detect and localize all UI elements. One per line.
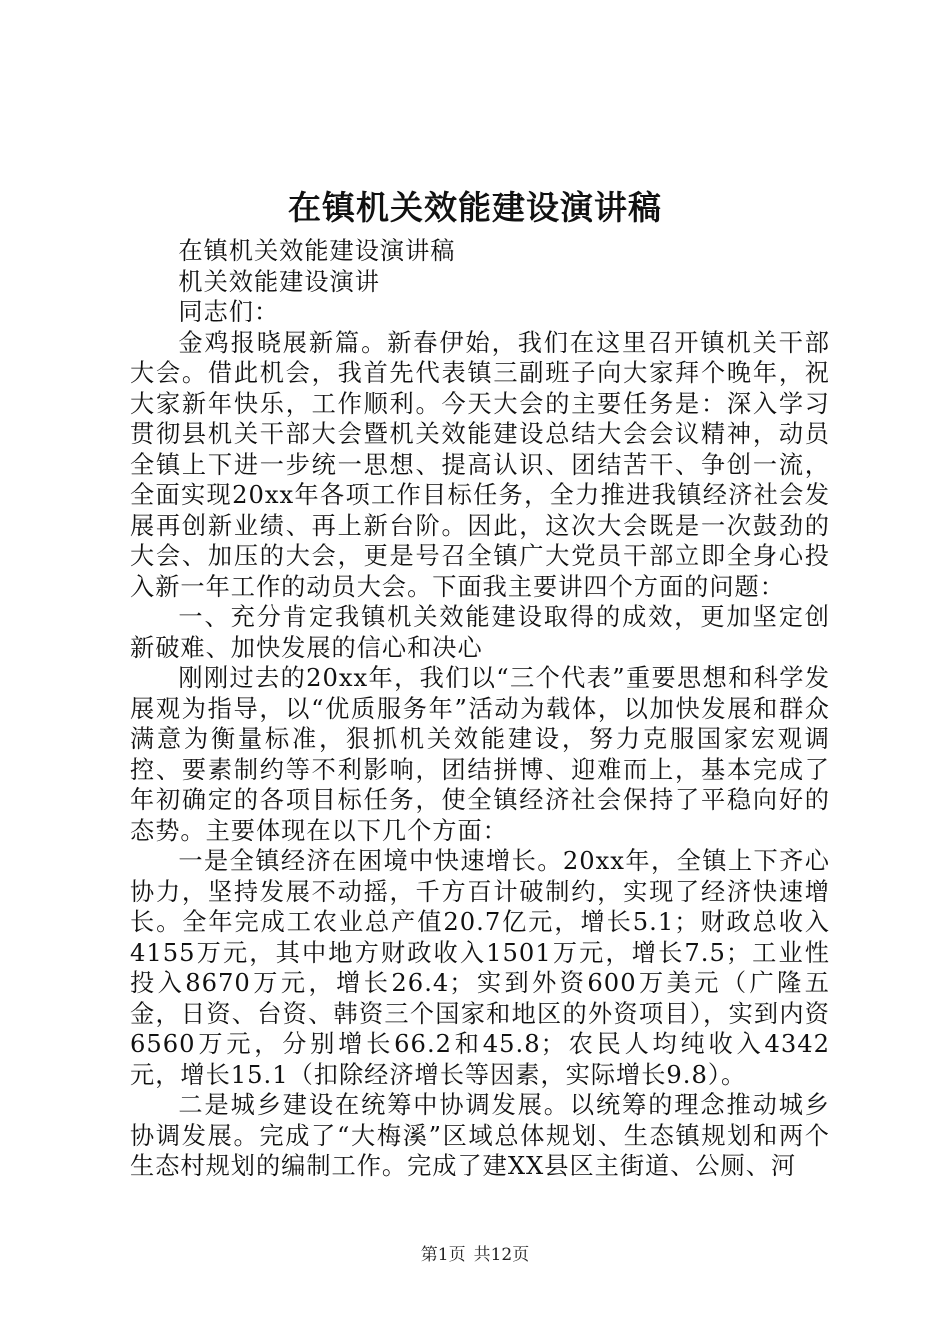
paragraph-opening: 金鸡报晓展新篇。新春伊始，我们在这里召开镇机关干部大会。借此机会，我首先代表镇三副班子向大家拜个晚年，祝大家新年快乐，工作顺利。今天大会的主要任务是：深入学习贯彻县机关干部大会暨机关效能建设总结大会会议精神，动员全镇上下进一步统一思想、提高认识、团结苦干、争创一流，全面实现20xx年各项工作目标任务，全力推进我镇经济社会发展再创新业绩、再上新台阶。因此，这次大会既是一次鼓劲的大会、加压的大会，更是号召全镇广大党员干部立即全身心投入新一年工作的动员大会。下面我主要讲四个方面的问题： [130, 328, 830, 601]
paragraph-subtitle: 在镇机关效能建设演讲稿 [178, 237, 456, 265]
paragraph-section-one-heading: 一、充分肯定我镇机关效能建设取得的成效，更加坚定创新破难、加快发展的信心和决心 [130, 603, 830, 662]
paragraph-economy: 一是全镇经济在困境中快速增长。20xx年，全镇上下齐心协力，坚持发展不动摇，千方百计破制约，实现了经济快速增长。全年完成工农业总产值20.7亿元，增长5.1；财政总收入4155万元，其中地方财政收入1501万元，增长7.5；工业性投入8670万元，增长26.4；实到外资600万美元（广隆五金，日资、台资、韩资三个国家和地区的外资项目），实到内资6560万元，分别增长66.2和45.8；农民人均纯收入4342元，增长15.1（扣除经济增长等因素，实际增长9.8）。 [130, 847, 830, 1089]
page-footer [0, 1243, 950, 1267]
document-title: 在镇机关效能建设演讲稿 [288, 188, 662, 227]
paragraph-heading: 机关效能建设演讲 [178, 267, 380, 296]
paragraph-salutation: 同志们： [178, 298, 280, 326]
page-total: 共12页 [473, 1245, 530, 1265]
paragraph-urban-rural: 二是城乡建设在统筹中协调发展。以统筹的理念推动城乡协调发展。完成了“大梅溪”区域总体规划、生态镇规划和两个生态村规划的编制工作。完成了建XX县区主街道、公厕、河 [130, 1091, 830, 1180]
paragraph-review: 刚刚过去的20xx年，我们以“三个代表”重要思想和科学发展观为指导，以“优质服务年”活动为载体，以加快发展和群众满意为衡量标准，狠抓机关效能建设，努力克服国家宏观调控、要素制约等不利影响，团结拼博、迎难而上，基本完成了年初确定的各项目标任务，使全镇经济社会保持了平稳向好的态势。主要体现在以下几个方面： [130, 664, 830, 845]
document-body [130, 236, 830, 1182]
page-number: 第1页 [420, 1245, 466, 1265]
